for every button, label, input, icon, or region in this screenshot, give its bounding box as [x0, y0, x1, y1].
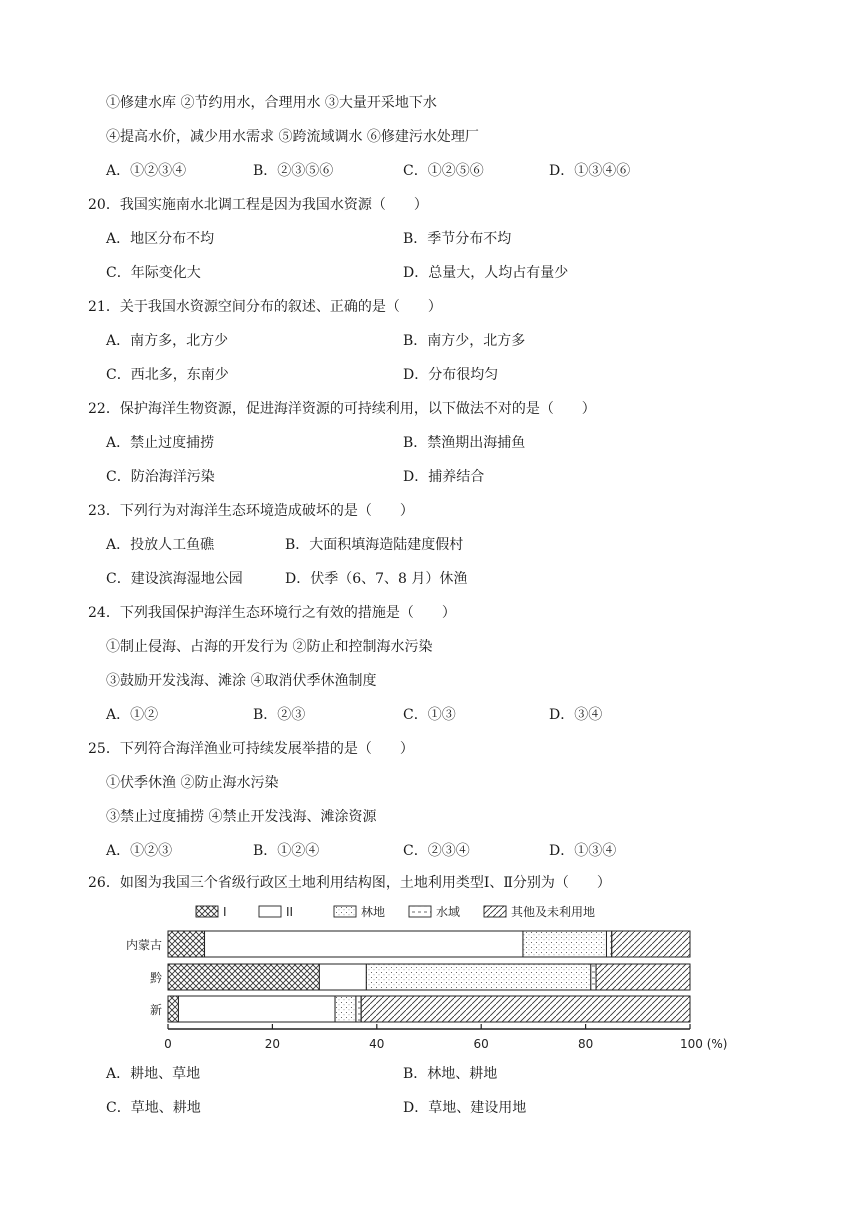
legend-swatch-4 — [409, 906, 431, 917]
q24-option-a[interactable]: A．①② — [106, 707, 159, 723]
x-tick-label-5: 80 — [577, 1037, 594, 1051]
q20-stem: 20．我国实施南水北调工程是因为我国水资源（ ） — [88, 197, 428, 213]
q22-option-b[interactable]: B．禁渔期出海捕鱼 — [403, 435, 526, 451]
legend-label-5: 其他及未利用地 — [511, 905, 596, 919]
q24-option-c[interactable]: C．①③ — [403, 707, 456, 723]
q25-items-line1: ①伏季休渔 ②防止海水污染 — [106, 775, 279, 791]
q23-option-a[interactable]: A．投放人工鱼礁 — [106, 537, 215, 553]
q25-stem: 25．下列符合海洋渔业可持续发展举措的是（ ） — [88, 741, 414, 757]
q25-option-b[interactable]: B．①②④ — [253, 843, 320, 859]
q19-option-b[interactable]: B．②③⑤⑥ — [253, 163, 334, 179]
land-use-chart — [100, 896, 750, 1056]
q24-stem: 24．下列我国保护海洋生态环境行之有效的措施是（ ） — [88, 605, 456, 621]
category-label-1: 内蒙古 — [125, 938, 162, 952]
q26-option-d[interactable]: D．草地、建设用地 — [403, 1100, 527, 1116]
q21-option-a[interactable]: A．南方多，北方少 — [106, 333, 229, 349]
q22-option-d[interactable]: D．捕养结合 — [403, 469, 485, 485]
q21-stem: 21．关于我国水资源空间分布的叙述、正确的是（ ） — [88, 299, 442, 315]
q26-stem: 26．如图为我国三个省级行政区土地利用结构图，土地利用类型Ⅰ、Ⅱ分别为（ ） — [88, 875, 611, 891]
bar-segment-2-3 — [366, 964, 590, 990]
legend-swatch-2 — [259, 906, 281, 917]
q20-option-c[interactable]: C．年际变化大 — [106, 265, 201, 281]
q24-items-line2: ③鼓励开发浅海、滩涂 ④取消伏季休渔制度 — [106, 673, 377, 689]
bar-segment-1-3 — [523, 931, 607, 957]
legend-swatch-3 — [334, 906, 356, 917]
q24-option-b[interactable]: B．②③ — [253, 707, 306, 723]
x-tick-label-3: 40 — [369, 1037, 385, 1051]
x-tick-label-4: 60 — [473, 1037, 489, 1051]
x-tick-label-1: 0 — [164, 1037, 172, 1051]
bar-segment-1-5 — [612, 931, 690, 957]
chart-legend — [196, 904, 595, 919]
q23-stem: 23．下列行为对海洋生态环境造成破坏的是（ ） — [88, 503, 414, 519]
q21-option-c[interactable]: C．西北多，东南少 — [106, 367, 229, 383]
legend-label-4: 水域 — [436, 905, 461, 919]
bar-segment-3-3 — [335, 996, 356, 1022]
bar-segment-3-4 — [356, 996, 361, 1022]
bar-segment-1-2 — [205, 931, 523, 957]
category-label-2: 黔 — [149, 971, 162, 985]
q23-option-b[interactable]: B．大面积填海造陆建度假村 — [285, 537, 464, 553]
q25-option-c[interactable]: C．②③④ — [403, 843, 470, 859]
q23-option-c[interactable]: C．建设滨海湿地公园 — [106, 571, 243, 587]
q26-option-a[interactable]: A．耕地、草地 — [106, 1066, 201, 1082]
q20-option-a[interactable]: A．地区分布不均 — [106, 231, 215, 247]
q26-option-b[interactable]: B．林地、耕地 — [403, 1066, 498, 1082]
q20-option-d[interactable]: D．总量大，人均占有量少 — [403, 265, 569, 281]
q21-option-b[interactable]: B．南方少，北方多 — [403, 333, 526, 349]
q25-option-a[interactable]: A．①②③ — [106, 843, 173, 859]
bar-segment-1-1 — [168, 931, 205, 957]
bar-segment-3-5 — [361, 996, 690, 1022]
q22-stem: 22．保护海洋生物资源，促进海洋资源的可持续利用，以下做法不对的是（ ） — [88, 401, 596, 417]
q22-option-a[interactable]: A．禁止过度捕捞 — [106, 435, 215, 451]
legend-label-2: II — [286, 905, 294, 919]
q21-option-d[interactable]: D．分布很均匀 — [403, 367, 499, 383]
q26-option-c[interactable]: C．草地、耕地 — [106, 1100, 201, 1116]
q19-option-d[interactable]: D．①③④⑥ — [549, 163, 631, 179]
bar-segment-3-2 — [178, 996, 335, 1022]
bar-segment-2-2 — [319, 964, 366, 990]
chart-category-labels — [126, 937, 162, 1017]
q25-option-d[interactable]: D．①③④ — [549, 843, 617, 859]
category-label-3: 新 — [149, 1003, 162, 1017]
q24-items-line1: ①制止侵海、占海的开发行为 ②防止和控制海水污染 — [106, 639, 433, 655]
bar-segment-2-1 — [168, 964, 319, 990]
q19-items-line1: ①修建水库 ②节约用水，合理用水 ③大量开采地下水 — [106, 95, 437, 111]
bar-segment-3-1 — [168, 996, 178, 1022]
legend-swatch-5 — [484, 906, 506, 917]
legend-label-3: 林地 — [361, 905, 386, 919]
q23-option-d[interactable]: D．伏季（6、7、8 月）休渔 — [285, 571, 468, 587]
chart-bars — [168, 931, 690, 1022]
x-tick-label-2: 20 — [264, 1037, 281, 1051]
chart-x-axis — [164, 1024, 727, 1051]
q24-option-d[interactable]: D．③④ — [549, 707, 603, 723]
legend-label-1: I — [223, 905, 227, 919]
q22-option-c[interactable]: C．防治海洋污染 — [106, 469, 215, 485]
q20-option-b[interactable]: B．季节分布不均 — [403, 231, 512, 247]
bar-segment-1-4 — [606, 931, 611, 957]
q19-option-c[interactable]: C．①②⑤⑥ — [403, 163, 484, 179]
q25-items-line2: ③禁止过度捕捞 ④禁止开发浅海、滩涂资源 — [106, 809, 377, 825]
bar-segment-2-5 — [596, 964, 690, 990]
x-tick-label-6: 100 (%) — [680, 1037, 728, 1051]
q19-items-line2: ④提高水价，减少用水需求 ⑤跨流域调水 ⑥修建污水处理厂 — [106, 129, 479, 145]
legend-swatch-1 — [196, 906, 218, 917]
bar-segment-2-4 — [591, 964, 596, 990]
q19-option-a[interactable]: A．①②③④ — [106, 163, 187, 179]
